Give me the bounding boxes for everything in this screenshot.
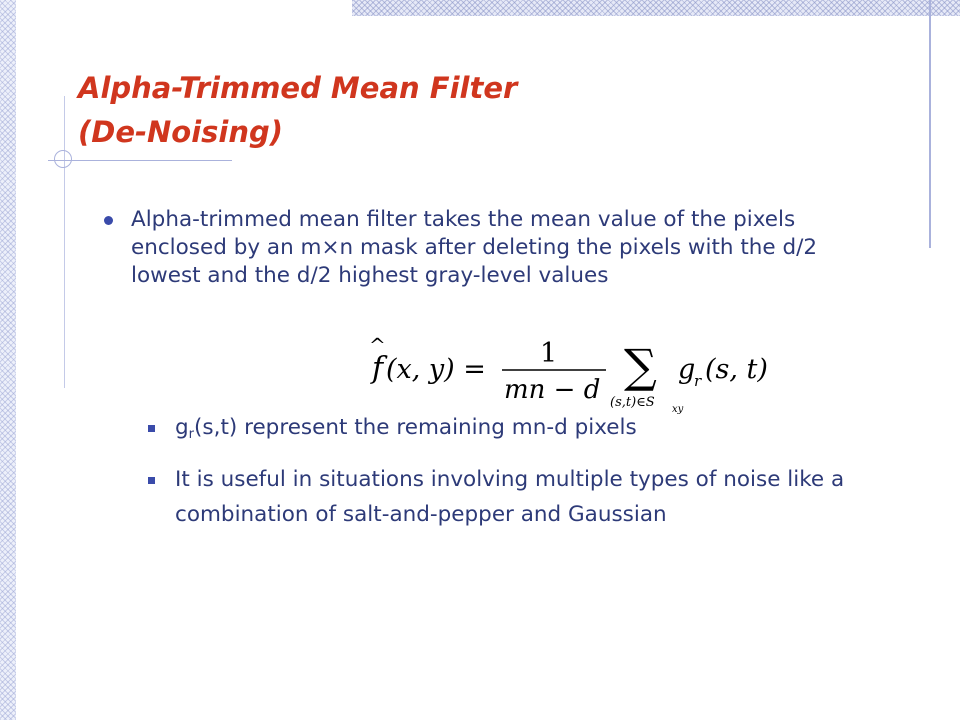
alpha-trimmed-mean-formula <box>362 318 782 414</box>
sub-bullet-1-rest: (s,t) represent the remaining mn-d pixels <box>194 415 637 440</box>
formula-g-args: (s, t) <box>705 354 768 385</box>
formula-denominator: mn − d <box>504 375 601 405</box>
corner-ring-ornament <box>54 150 72 168</box>
top-hatch-band <box>352 0 960 16</box>
main-bullet <box>104 206 864 290</box>
slide-title <box>78 66 517 154</box>
left-hatch-band <box>0 0 16 720</box>
square-bullet-icon <box>148 425 155 432</box>
formula-sum-index: (s,t)∈S <box>610 395 655 410</box>
sub-bullet-1-lead: g <box>175 415 189 440</box>
formula-g-sub: r <box>694 372 702 390</box>
formula-sum-symbol: ∑ <box>624 339 657 393</box>
slide-title-line-2: (De-Noising) <box>78 115 284 149</box>
formula-hat: ^ <box>369 333 386 357</box>
formula-lhs-args: (x, y) = <box>386 354 486 385</box>
sub-bullet-1-subscript: r <box>188 427 195 442</box>
left-frame-line <box>64 96 65 388</box>
slide-title-line-1: Alpha-Trimmed Mean Filter <box>78 71 518 105</box>
round-bullet-icon <box>104 216 113 225</box>
sub-bullet-1-text <box>175 410 868 445</box>
formula-g: g <box>678 354 696 385</box>
formula-numerator: 1 <box>540 338 558 369</box>
sub-bullet-remaining-pixels <box>148 410 868 445</box>
sub-bullet-usefulness <box>148 462 908 532</box>
formula-f: f <box>372 351 384 386</box>
formula-sum-index-sub: xy <box>672 404 684 414</box>
main-bullet-text: Alpha-trimmed mean filter takes the mean value of the pixels enclosed by an m×n mask after deleting the pixels with the d/2 lowest and the d/2 highest gray-level values <box>131 207 818 288</box>
title-underline <box>48 160 232 161</box>
square-bullet-icon <box>148 477 155 484</box>
sub-bullet-2-text: It is useful in situations involving multiple types of noise like a combination of salt-and-pepper and Gaussian <box>175 467 845 527</box>
right-frame-line <box>929 0 931 248</box>
